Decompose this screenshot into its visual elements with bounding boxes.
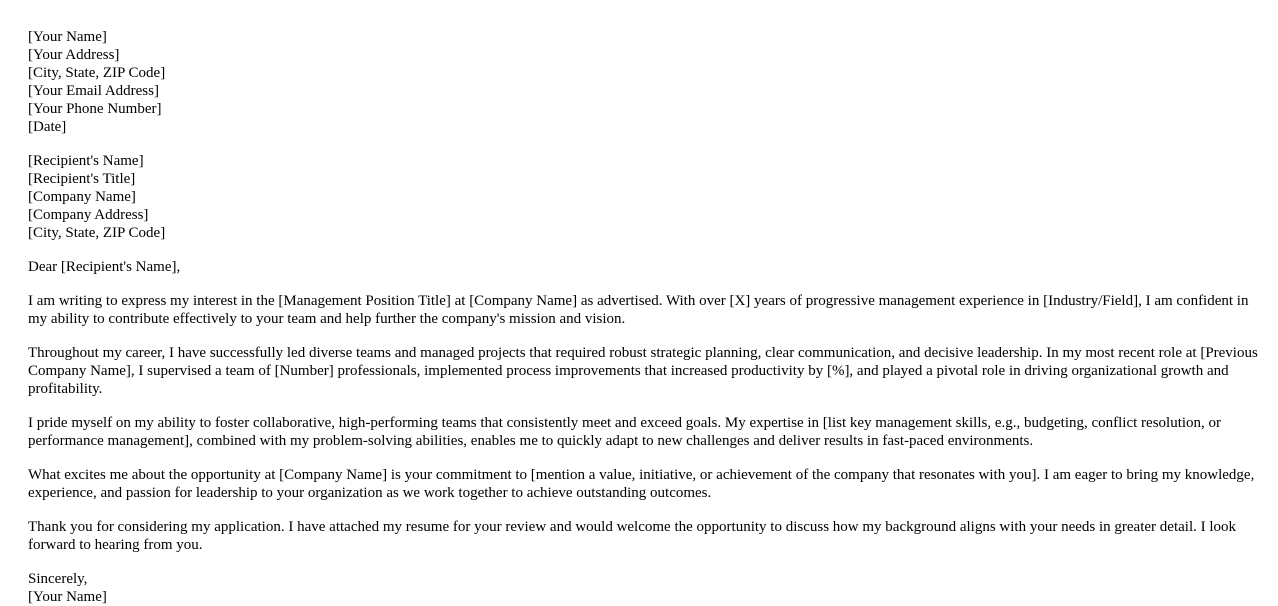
signature: [Your Name] bbox=[28, 589, 107, 605]
closing: Sincerely, bbox=[28, 571, 88, 587]
recipient-company: [Company Name] bbox=[28, 189, 136, 205]
recipient-title: [Recipient's Title] bbox=[28, 171, 136, 187]
cover-letter bbox=[28, 28, 1258, 606]
salutation: Dear [Recipient's Name], bbox=[28, 259, 181, 275]
letter-date: [Date] bbox=[28, 119, 67, 135]
body-paragraph: I pride myself on my ability to foster collaborative, high-performing teams that consistently meet and exceed goals. My expertise in [list key management skills, e.g., budgeting, conflict resolution, or performance management], combined with my problem-solving abilities, enables me to quickly adapt to new challenges and deliver results in fast-paced environments. bbox=[28, 415, 1222, 449]
sender-name: [Your Name] bbox=[28, 29, 107, 45]
sender-city-state-zip: [City, State, ZIP Code] bbox=[28, 65, 166, 81]
body-paragraph: Throughout my career, I have successfully led diverse teams and managed projects that required robust strategic planning, clear communication, and decisive leadership. In my most recent role at [Previous Company Name], I supervised a team of [Number] professionals, implemented process improvements that increased productivity by [%], and played a pivotal role in driving organizational growth and profitability. bbox=[28, 345, 1258, 397]
recipient-address: [Company Address] bbox=[28, 207, 149, 223]
body-paragraph: What excites me about the opportunity at [Company Name] is your commitment to [mention a value, initiative, or achievement of the company that resonates with you]. I am eager to bring my knowledge, experience, and passion for leadership to your organization as we work together to achieve outstanding outcomes. bbox=[28, 467, 1255, 501]
recipient-block bbox=[28, 152, 1258, 242]
sender-phone: [Your Phone Number] bbox=[28, 101, 162, 117]
recipient-name: [Recipient's Name] bbox=[28, 153, 144, 169]
body-paragraph: I am writing to express my interest in the [Management Position Title] at [Company Name] as advertised. With over [X] years of progressive management experience in [Industry/Field], I am confident in my ability to contribute effectively to your team and help further the company's mission and vision. bbox=[28, 293, 1249, 327]
body-paragraph: Thank you for considering my application. I have attached my resume for your review and would welcome the opportunity to discuss how my background aligns with your needs in greater detail. I look forward to hearing from you. bbox=[28, 519, 1237, 553]
sender-block bbox=[28, 28, 1258, 136]
sender-email: [Your Email Address] bbox=[28, 83, 159, 99]
recipient-city-state-zip: [City, State, ZIP Code] bbox=[28, 225, 166, 241]
sender-address: [Your Address] bbox=[28, 47, 120, 63]
